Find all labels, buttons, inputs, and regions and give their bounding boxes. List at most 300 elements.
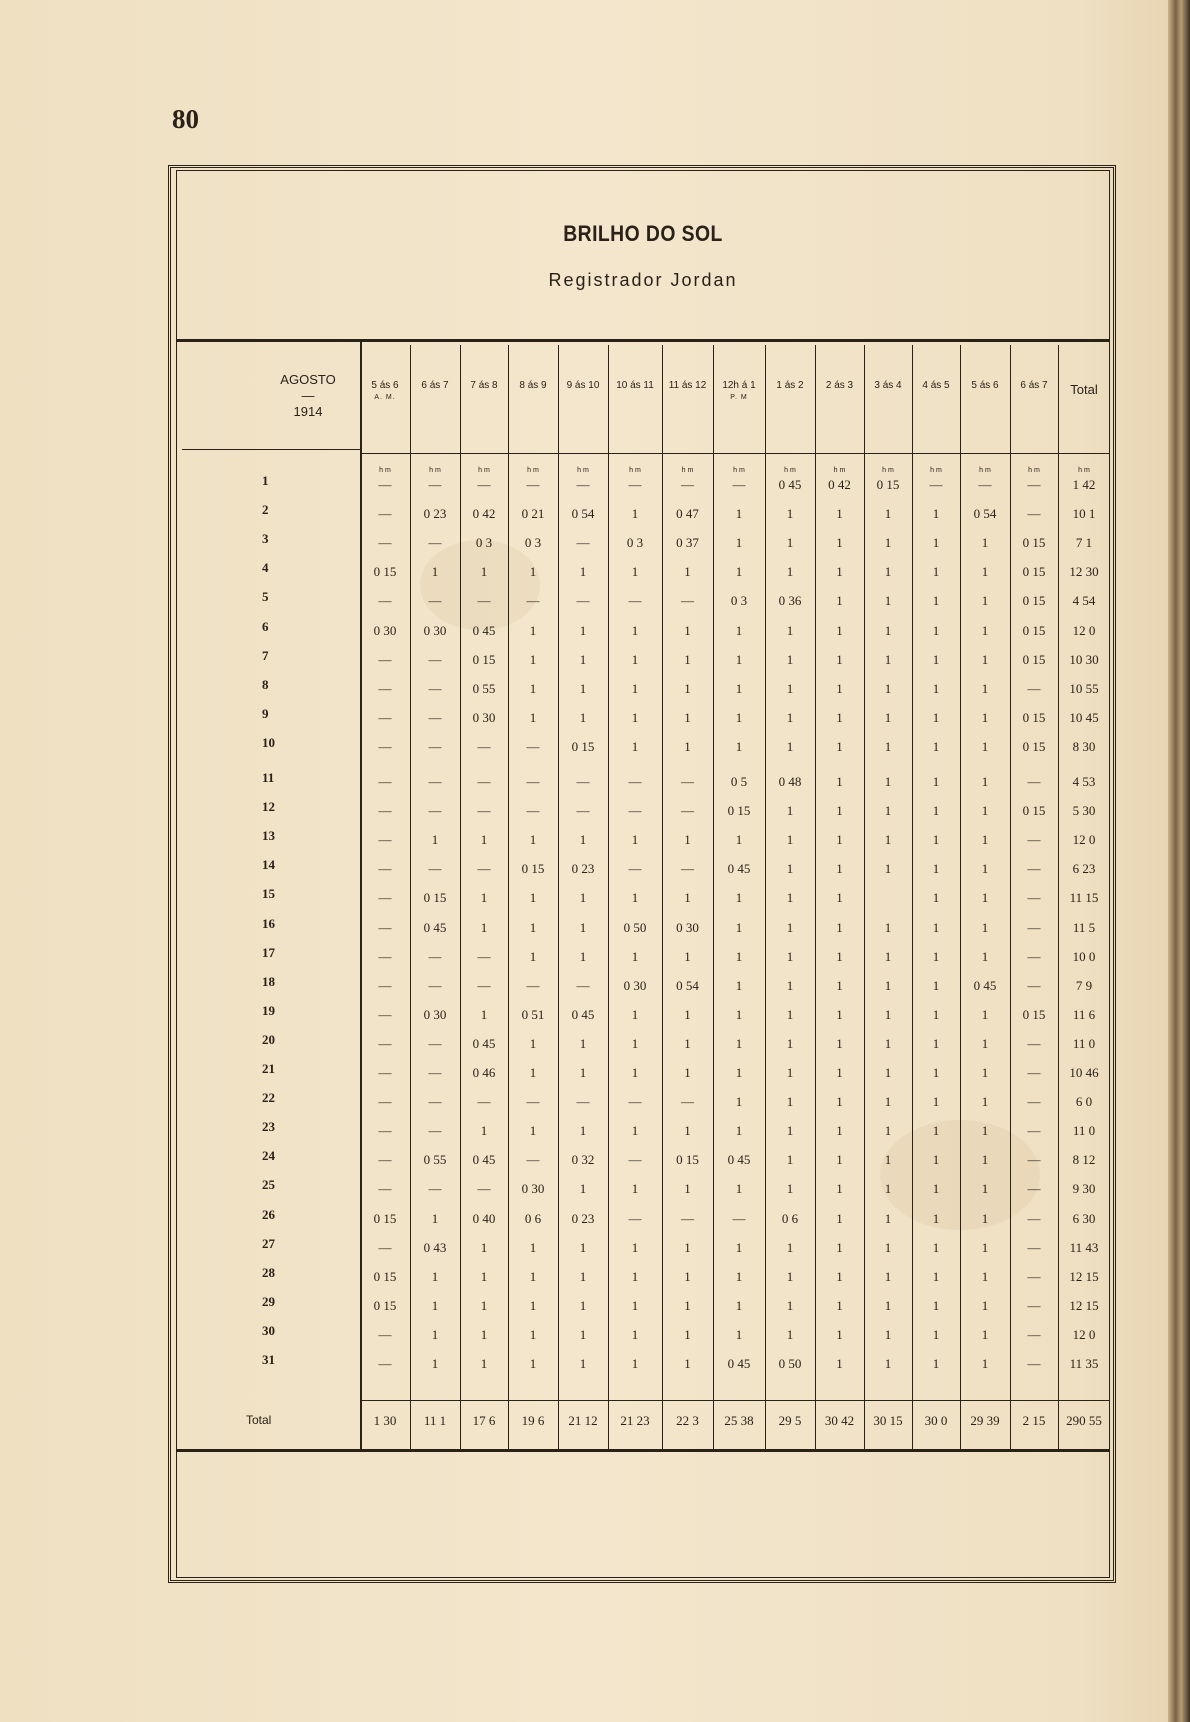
- row-total-cell: 6 30: [1072, 1210, 1096, 1226]
- sunshine-cell: 1: [786, 1094, 794, 1110]
- day-label: 4: [262, 560, 269, 576]
- sunshine-cell: 1: [786, 680, 794, 696]
- sunshine-cell: —: [628, 861, 642, 877]
- sunshine-cell: —: [681, 774, 694, 789]
- sunshine-cell: 1: [529, 709, 537, 725]
- day-label: 17: [262, 944, 275, 960]
- sunshine-cell: —: [628, 803, 642, 819]
- sunshine-cell: 1: [884, 1326, 892, 1342]
- sunshine-cell: 0 3: [626, 535, 644, 551]
- sunshine-cell: 1: [981, 622, 989, 638]
- sunshine-cell: —: [477, 774, 491, 789]
- sunshine-cell: 0 48: [778, 774, 802, 789]
- sunshine-cell: 1: [932, 832, 940, 848]
- sunshine-cell: 0 30: [521, 1181, 545, 1197]
- sunshine-cell: —: [1027, 977, 1041, 993]
- sunshine-cell: 0 23: [571, 861, 595, 877]
- sunshine-cell: —: [576, 803, 590, 819]
- sunshine-cell: 1: [631, 948, 639, 964]
- sunshine-cell: 0 15: [423, 890, 447, 906]
- sunshine-cell: 1: [836, 1181, 843, 1197]
- sunshine-cell: —: [378, 1094, 392, 1110]
- sunshine-cell: 1: [684, 738, 691, 754]
- sunshine-cell: 1: [684, 651, 691, 667]
- sunshine-cell: 0 15: [373, 1297, 397, 1313]
- column-header-label: 3 ás 4: [874, 380, 902, 391]
- day-label: 22: [262, 1090, 275, 1106]
- sunshine-cell: 1: [836, 861, 843, 877]
- row-total-cell: 11 15: [1069, 890, 1099, 906]
- sunshine-cell: 1: [981, 1065, 989, 1080]
- sunshine-cell: —: [1027, 919, 1041, 935]
- sunshine-cell: 1: [786, 890, 794, 906]
- day-label: 7: [262, 647, 269, 663]
- sunshine-cell: 1: [836, 1035, 843, 1051]
- sunshine-cell: 1: [981, 919, 989, 935]
- row-total-cell: 6 23: [1072, 861, 1096, 877]
- sunshine-cell: 1: [735, 1181, 743, 1197]
- column-total-cell: 25 38: [724, 1413, 754, 1428]
- sunshine-cell: 0 15: [472, 651, 496, 667]
- column-header: [371, 380, 398, 404]
- sunshine-cell: 0 54: [973, 506, 997, 522]
- column-header-label: 8 ás 9: [519, 380, 547, 391]
- sunshine-cell: 1: [529, 1268, 537, 1284]
- sunshine-cell: 1: [836, 948, 843, 964]
- sunshine-cell: —: [576, 535, 590, 551]
- sunshine-cell: —: [378, 1006, 392, 1022]
- sunshine-cell: 1: [735, 680, 743, 696]
- sunshine-cell: 1: [932, 774, 940, 789]
- sunshine-cell: 1: [480, 564, 488, 580]
- sunshine-cell: 1: [431, 564, 439, 580]
- sunshine-cell: —: [681, 803, 694, 819]
- sunshine-cell: 1: [735, 564, 743, 580]
- sunshine-cell: —: [378, 774, 392, 789]
- hour-minute-unit: h m: [429, 467, 441, 474]
- sunshine-cell: —: [477, 738, 491, 754]
- sunshine-cell: 1: [836, 1123, 843, 1139]
- sunshine-cell: —: [1027, 1094, 1041, 1110]
- sunshine-cell: 1: [786, 564, 794, 580]
- sunshine-cell: 0 45: [423, 919, 447, 935]
- sunshine-cell: 0 50: [623, 919, 647, 935]
- column-divider: [608, 345, 609, 1449]
- sunshine-cell: 1: [631, 709, 639, 725]
- sunshine-cell: 1: [631, 680, 639, 696]
- sunshine-cell: 0 15: [1022, 803, 1046, 819]
- sunshine-cell: 1: [981, 564, 989, 580]
- sunshine-cell: 1: [836, 919, 843, 935]
- sunshine-cell: —: [1027, 1356, 1041, 1371]
- table-bottom-rule: [176, 1449, 1110, 1452]
- day-label: 2: [262, 502, 269, 518]
- sunshine-cell: 0 55: [472, 680, 496, 696]
- page-subtitle: Registrador Jordan: [548, 270, 738, 290]
- sunshine-cell: 1: [932, 506, 940, 522]
- sunshine-cell: 1: [981, 1239, 989, 1255]
- column-header: [421, 380, 448, 392]
- sunshine-cell: 1: [836, 506, 843, 522]
- sunshine-cell: 1: [579, 622, 587, 638]
- row-total-cell: 12 0: [1072, 832, 1096, 848]
- hour-minute-unit: h m: [979, 467, 991, 474]
- sunshine-cell: 0 30: [623, 977, 647, 993]
- sunshine-cell: 1: [981, 709, 989, 725]
- row-header-underline: [182, 449, 360, 450]
- column-total-cell: 17 6: [472, 1413, 496, 1428]
- sunshine-cell: —: [1027, 1326, 1041, 1342]
- sunshine-cell: 1: [684, 1035, 691, 1051]
- row-total-cell: 10 45: [1069, 709, 1099, 725]
- sunshine-cell: 1: [735, 622, 743, 638]
- sunshine-cell: 1: [884, 1356, 892, 1371]
- column-header: [874, 380, 901, 392]
- day-label: 11: [262, 770, 275, 785]
- sunshine-cell: 0 45: [472, 622, 496, 638]
- sunshine-cell: —: [732, 477, 746, 492]
- sunshine-cell: —: [428, 977, 442, 993]
- hour-minute-unit: h m: [577, 467, 589, 474]
- sunshine-cell: 1: [735, 1326, 743, 1342]
- sunshine-cell: 0 15: [1022, 738, 1046, 754]
- sunshine-cell: —: [681, 1094, 694, 1110]
- sunshine-cell: 1: [884, 1268, 892, 1284]
- sunshine-cell: —: [1027, 477, 1041, 492]
- day-label: 5: [262, 589, 269, 605]
- sunshine-cell: 1: [836, 680, 843, 696]
- sunshine-cell: 1: [480, 1297, 488, 1313]
- row-total-cell: 10 30: [1069, 651, 1099, 667]
- column-header: [616, 380, 654, 392]
- sunshine-cell: 1: [631, 1181, 639, 1197]
- column-divider: [558, 345, 559, 1449]
- sunshine-cell: —: [428, 1094, 442, 1110]
- day-label: 30: [262, 1322, 275, 1338]
- sunshine-cell: 1: [836, 622, 843, 638]
- sunshine-cell: 1: [981, 593, 989, 609]
- sunshine-cell: 1: [836, 1210, 843, 1226]
- sunshine-cell: 1: [884, 564, 892, 580]
- column-divider: [912, 345, 913, 1449]
- sunshine-cell: 1: [981, 1326, 989, 1342]
- sunshine-cell: 1: [836, 1094, 843, 1110]
- sunshine-cell: —: [428, 680, 442, 696]
- column-header-label: 4 ás 5: [922, 380, 950, 391]
- sunshine-cell: 0 15: [373, 1268, 397, 1284]
- sunshine-cell: 1: [529, 890, 537, 906]
- sunshine-cell: —: [1027, 1035, 1041, 1051]
- row-total-cell: 6 0: [1075, 1094, 1093, 1110]
- row-total-cell: 11 43: [1069, 1239, 1099, 1255]
- sunshine-cell: 1: [981, 774, 989, 789]
- sunshine-cell: —: [378, 861, 392, 877]
- sunshine-cell: 1: [579, 948, 587, 964]
- sunshine-cell: 1: [631, 1006, 639, 1022]
- sunshine-cell: 1: [684, 709, 691, 725]
- sunshine-cell: 1: [529, 622, 537, 638]
- sunshine-cell: 1: [735, 1006, 743, 1022]
- column-header-label: 9 ás 10: [566, 380, 600, 391]
- sunshine-cell: 1: [480, 1326, 488, 1342]
- sunshine-cell: —: [378, 1123, 392, 1139]
- sunshine-cell: 1: [631, 1123, 639, 1139]
- sunshine-cell: 1: [884, 774, 892, 789]
- sunshine-cell: 1: [836, 535, 843, 551]
- sunshine-cell: 1: [579, 1297, 587, 1313]
- sunshine-cell: 1: [480, 1239, 488, 1255]
- day-label: 21: [262, 1061, 275, 1076]
- sunshine-cell: 1: [684, 890, 691, 906]
- sunshine-cell: —: [378, 738, 392, 754]
- column-total-cell: 29 5: [778, 1413, 802, 1428]
- column-header-label: 10 ás 11: [616, 380, 654, 391]
- sunshine-cell: 1: [631, 1268, 639, 1284]
- row-total-cell: 12 15: [1069, 1297, 1099, 1313]
- sunshine-cell: 1: [579, 1268, 587, 1284]
- sunshine-cell: 0 45: [727, 1356, 751, 1371]
- sunshine-cell: —: [378, 651, 392, 667]
- sunshine-cell: 1: [884, 1035, 892, 1051]
- sunshine-cell: —: [1027, 1181, 1041, 1197]
- day-label: 3: [262, 531, 269, 547]
- sunshine-cell: 1: [529, 651, 537, 667]
- sunshine-cell: 1: [684, 1006, 691, 1022]
- sunshine-cell: —: [1027, 832, 1041, 848]
- sunshine-cell: —: [428, 1035, 442, 1051]
- sunshine-cell: 0 51: [521, 1006, 545, 1022]
- sunshine-cell: 1: [884, 593, 892, 609]
- sunshine-cell: 1: [735, 919, 743, 935]
- sunshine-cell: 1: [836, 832, 843, 848]
- sunshine-cell: 1: [884, 919, 892, 935]
- sunshine-cell: 1: [932, 564, 940, 580]
- column-total-cell: 30 0: [924, 1413, 948, 1428]
- sunshine-cell: 1: [884, 680, 892, 696]
- sunshine-cell: 1: [631, 506, 639, 522]
- sunshine-cell: 1: [529, 948, 537, 964]
- day-label: 19: [262, 1002, 275, 1018]
- hour-minute-unit: h m: [930, 467, 942, 474]
- column-divider: [662, 345, 663, 1449]
- sunshine-cell: 1: [884, 1065, 892, 1080]
- sunshine-cell: 1: [932, 622, 940, 638]
- sunshine-cell: 1: [884, 948, 892, 964]
- sunshine-cell: 1: [836, 564, 843, 580]
- column-divider: [508, 345, 509, 1449]
- row-total-cell: 9 30: [1072, 1181, 1096, 1197]
- sunshine-cell: —: [477, 1181, 491, 1197]
- column-divider: [460, 345, 461, 1449]
- column-header-label: Total: [1070, 382, 1098, 397]
- sunshine-cell: 1: [735, 1239, 743, 1255]
- sunshine-cell: 1: [529, 564, 537, 580]
- hour-minute-unit: h m: [681, 467, 694, 474]
- sunshine-cell: —: [526, 593, 540, 609]
- sunshine-cell: 0 45: [973, 977, 997, 993]
- sunshine-cell: —: [477, 977, 491, 993]
- sunshine-cell: —: [428, 535, 442, 551]
- sunshine-cell: —: [526, 774, 540, 789]
- sunshine-cell: 1: [884, 651, 892, 667]
- sunshine-cell: 1: [932, 1210, 940, 1226]
- sunshine-cell: 1: [631, 1356, 639, 1371]
- day-label: 8: [262, 676, 269, 692]
- day-label: 27: [262, 1235, 275, 1251]
- sunshine-cell: 1: [981, 1268, 989, 1284]
- sunshine-cell: 1: [981, 890, 989, 906]
- row-header: [268, 372, 348, 420]
- sunshine-cell: —: [378, 506, 392, 522]
- sunshine-cell: 0 37: [676, 535, 699, 551]
- day-label: 28: [262, 1264, 275, 1280]
- sunshine-cell: 1: [932, 535, 940, 551]
- sunshine-cell: —: [978, 477, 992, 492]
- sunshine-cell: —: [428, 651, 442, 667]
- sunshine-cell: —: [428, 477, 442, 492]
- hour-minute-unit: h m: [379, 467, 391, 474]
- sunshine-cell: 1: [981, 1035, 989, 1051]
- sunshine-cell: 0 21: [521, 506, 545, 522]
- sunshine-cell: —: [1027, 1210, 1041, 1226]
- sunshine-cell: 1: [884, 1297, 892, 1313]
- sunshine-cell: 1: [981, 948, 989, 964]
- sunshine-cell: 1: [735, 1268, 743, 1284]
- sunshine-cell: 1: [981, 651, 989, 667]
- sunshine-cell: 1: [684, 1181, 691, 1197]
- column-divider: [410, 345, 411, 1449]
- sunshine-cell: 1: [836, 977, 843, 993]
- sunshine-cell: 0 45: [778, 477, 802, 492]
- hour-minute-unit: h m: [1028, 467, 1040, 474]
- sunshine-cell: 1: [884, 506, 892, 522]
- sunshine-cell: —: [378, 890, 392, 906]
- sunshine-cell: —: [1027, 1297, 1041, 1313]
- sunshine-cell: —: [1027, 1239, 1041, 1255]
- sunshine-cell: 1: [932, 1123, 940, 1139]
- sunshine-cell: 0 54: [676, 977, 699, 993]
- sunshine-cell: —: [628, 774, 642, 789]
- sunshine-cell: 0 6: [524, 1210, 542, 1226]
- sunshine-cell: —: [576, 593, 590, 609]
- sunshine-cell: —: [526, 477, 540, 492]
- sunshine-cell: 1: [786, 622, 794, 638]
- row-total-cell: 10 1: [1072, 506, 1096, 522]
- sunshine-cell: 1: [884, 1094, 892, 1110]
- row-total-cell: 7 1: [1075, 535, 1093, 551]
- sunshine-cell: 1: [836, 1006, 843, 1022]
- sunshine-cell: 1: [579, 1181, 587, 1197]
- sunshine-cell: —: [681, 861, 694, 877]
- hour-minute-unit: h m: [833, 467, 846, 474]
- column-total-cell: 290 55: [1066, 1413, 1102, 1428]
- sunshine-cell: 1: [836, 1152, 843, 1168]
- hour-minute-unit: h m: [733, 467, 745, 474]
- sunshine-cell: 1: [884, 709, 892, 725]
- sunshine-cell: —: [378, 919, 392, 935]
- sunshine-cell: 1: [431, 832, 439, 848]
- sunshine-cell: 0 54: [571, 506, 595, 522]
- day-label: 15: [262, 886, 275, 902]
- sunshine-cell: —: [378, 948, 392, 964]
- sunshine-cell: —: [428, 948, 442, 964]
- sunshine-cell: 1: [735, 651, 743, 667]
- sunshine-cell: —: [378, 1239, 392, 1255]
- page-number: 80: [172, 104, 199, 134]
- sunshine-cell: —: [378, 477, 392, 492]
- sunshine-cell: 1: [735, 1297, 743, 1313]
- sunshine-cell: —: [378, 709, 392, 725]
- sunshine-cell: 0 23: [571, 1210, 595, 1226]
- sunshine-cell: 1: [981, 1006, 989, 1022]
- column-header: [669, 380, 707, 392]
- sunshine-cell: 1: [884, 832, 892, 848]
- sunshine-cell: 1: [529, 1065, 537, 1080]
- column-header: [776, 380, 803, 392]
- sunshine-cell: 1: [786, 977, 794, 993]
- sunshine-cell: 1: [786, 738, 794, 754]
- column-header-period: P. M: [730, 394, 748, 401]
- row-total-cell: 11 0: [1072, 1035, 1096, 1051]
- sunshine-cell: 1: [981, 738, 989, 754]
- sunshine-cell: 1: [631, 1326, 639, 1342]
- sunshine-cell: 0 42: [472, 506, 496, 522]
- sunshine-cell: 0 30: [472, 709, 496, 725]
- day-label: 10: [262, 734, 275, 750]
- row-total-cell: 12 0: [1072, 622, 1096, 638]
- sunshine-cell: 1: [786, 803, 794, 819]
- sunshine-cell: 1: [836, 709, 843, 725]
- sunshine-cell: —: [428, 1065, 442, 1080]
- sunshine-cell: 1: [786, 1297, 794, 1313]
- sunshine-cell: 0 45: [727, 861, 751, 877]
- sunshine-cell: 1: [884, 1006, 892, 1022]
- column-divider: [960, 345, 961, 1449]
- sunshine-cell: 1: [981, 535, 989, 551]
- sunshine-cell: 1: [884, 622, 892, 638]
- sunshine-cell: —: [477, 861, 491, 877]
- sunshine-cell: 1: [884, 1181, 892, 1197]
- sunshine-cell: 0 15: [1022, 1006, 1046, 1022]
- header-dash: —: [301, 388, 315, 403]
- sunshine-cell: —: [1027, 890, 1041, 906]
- sunshine-cell: 1: [684, 622, 691, 638]
- sunshine-cell: 1: [735, 1094, 743, 1110]
- day-label: 26: [262, 1206, 275, 1222]
- sunshine-cell: 0 32: [571, 1152, 595, 1168]
- column-header-label: 6 ás 7: [421, 380, 449, 391]
- sunshine-cell: 1: [932, 1035, 940, 1051]
- column-divider: [765, 345, 766, 1449]
- sunshine-cell: —: [628, 1152, 642, 1168]
- hour-minute-unit: h m: [882, 467, 894, 474]
- sunshine-cell: 1: [529, 832, 537, 848]
- sunshine-cell: 1: [884, 861, 892, 877]
- sunshine-cell: 0 15: [1022, 651, 1046, 667]
- sunshine-cell: 1: [631, 1065, 639, 1080]
- sunshine-cell: —: [1027, 1065, 1041, 1080]
- sunshine-cell: 0 5: [730, 774, 748, 789]
- sunshine-cell: 1: [735, 738, 743, 754]
- sunshine-cell: 1: [631, 890, 639, 906]
- column-total-cell: 22 3: [676, 1413, 699, 1428]
- sunshine-cell: 1: [981, 832, 989, 848]
- sunshine-cell: 1: [981, 1094, 989, 1110]
- row-total-cell: 7 9: [1075, 977, 1093, 993]
- sunshine-cell: —: [681, 477, 694, 492]
- sunshine-cell: 1: [786, 1239, 794, 1255]
- sunshine-cell: 1: [786, 1268, 794, 1284]
